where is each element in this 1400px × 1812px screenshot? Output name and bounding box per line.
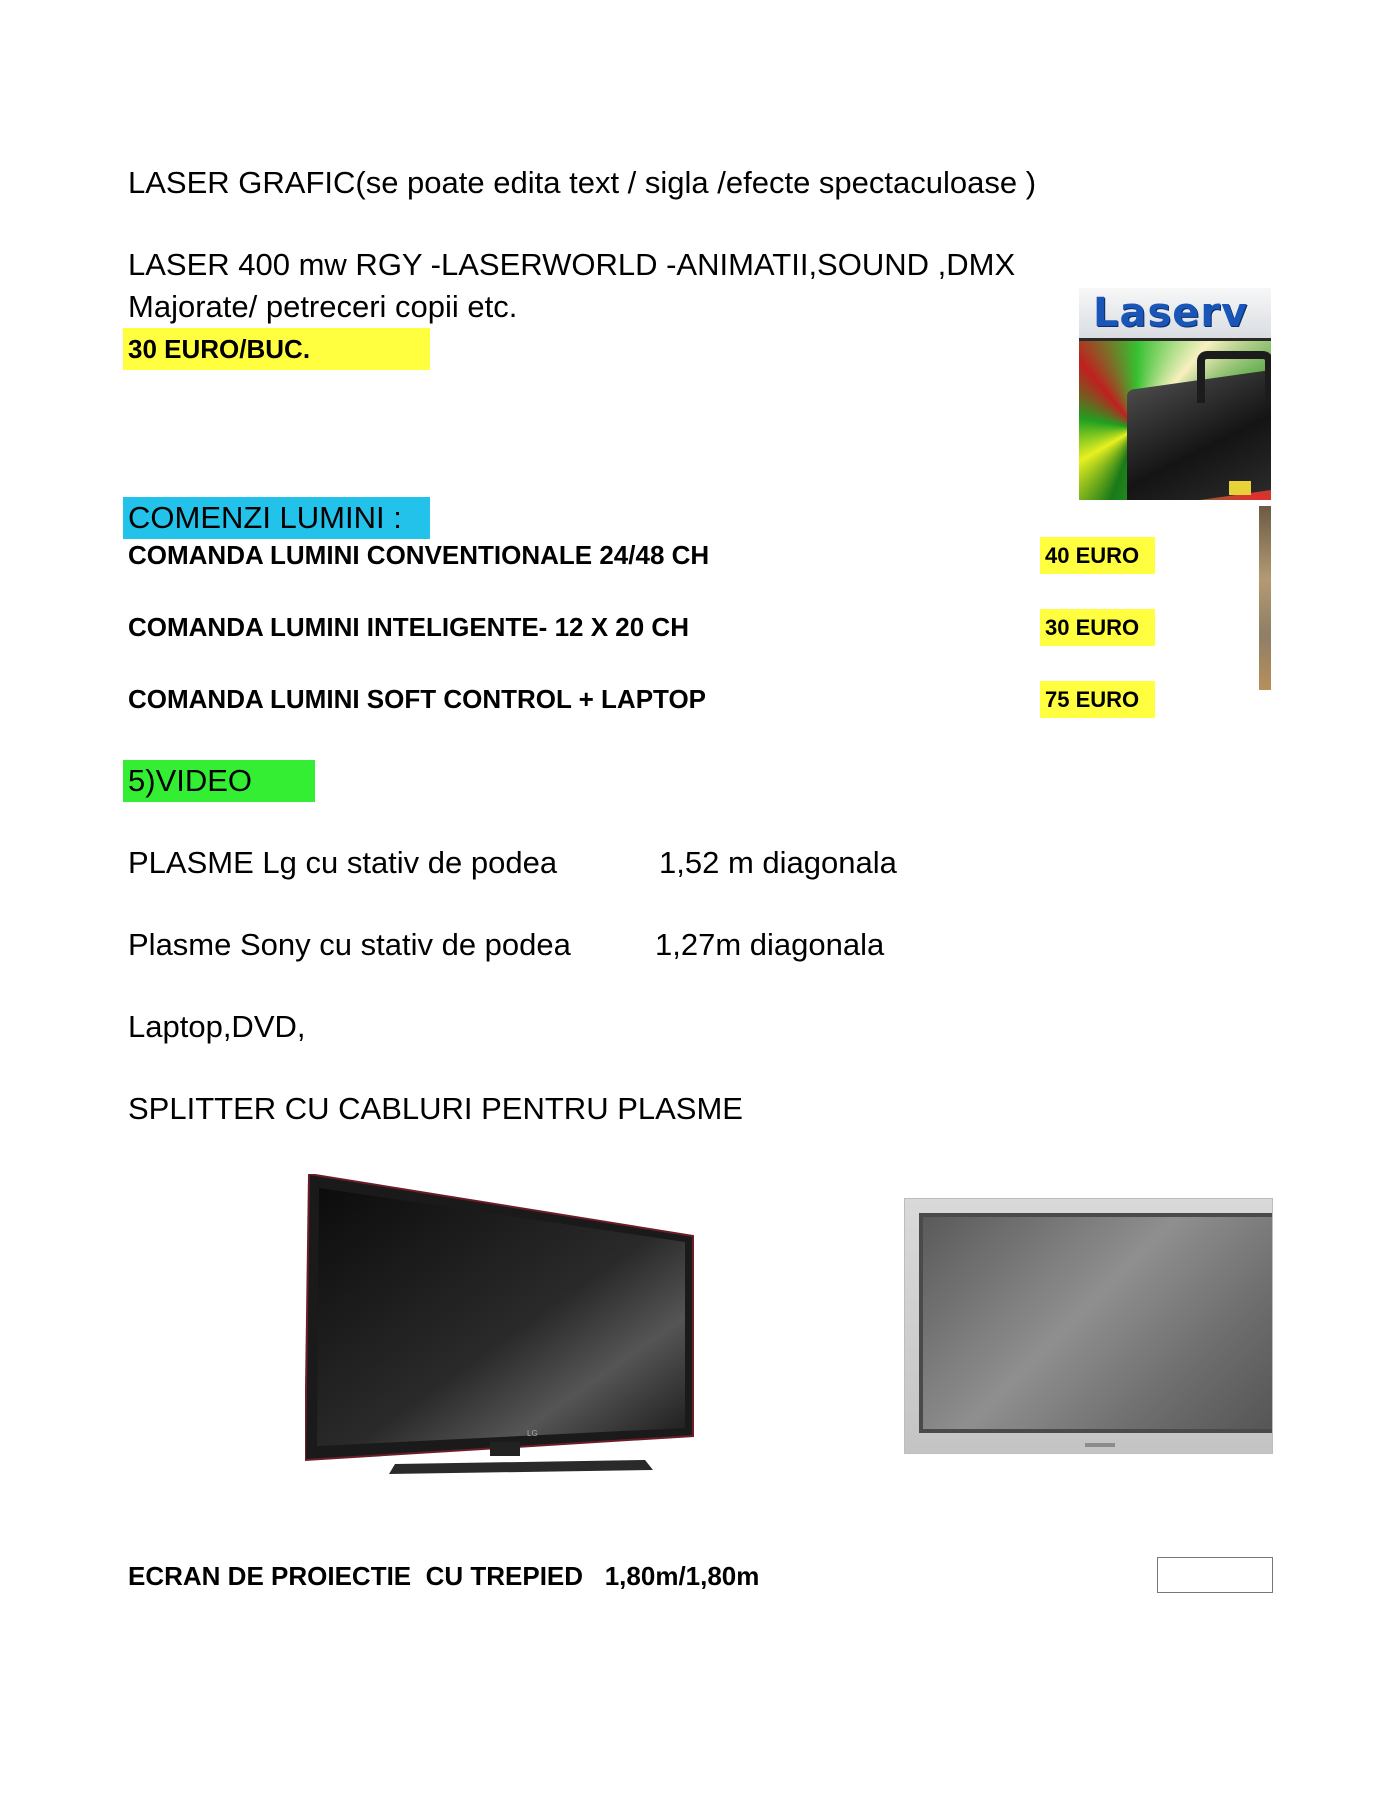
laser-description-line2: Majorate/ petreceri copii etc. xyxy=(128,289,518,324)
comanda-item-price: 30 EURO xyxy=(1045,615,1140,640)
plasma-sony-name: Plasme Sony cu stativ de podea xyxy=(128,927,571,962)
sony-logo xyxy=(1085,1443,1115,1447)
laser-heading: LASER GRAFIC(se poate edita text / sigla /efecte spectaculoase ) xyxy=(128,165,1037,200)
cropped-photo-strip xyxy=(1259,506,1271,690)
tv-stand xyxy=(389,1460,653,1474)
comanda-item-label: COMANDA LUMINI INTELIGENTE- 12 X 20 CH xyxy=(128,612,689,642)
laser-description-line1: LASER 400 mw RGY -LASERWORLD -ANIMATII,SOUND ,DMX xyxy=(128,247,1016,282)
empty-price-box xyxy=(1157,1557,1273,1593)
laserworld-logo xyxy=(1079,288,1271,341)
comanda-item-price: 40 EURO xyxy=(1045,543,1140,568)
splitter-text: SPLITTER CU CABLURI PENTRU PLASME xyxy=(128,1091,743,1126)
plasma-sony-size: 1,27m diagonala xyxy=(655,927,885,962)
comenzi-heading: COMENZI LUMINI : xyxy=(128,500,402,535)
lg-tv-image xyxy=(305,1174,697,1480)
video-heading: 5)VIDEO xyxy=(128,763,253,798)
laser-device-photo xyxy=(1079,341,1271,500)
comanda-item-label: COMANDA LUMINI CONVENTIONALE 24/48 CH xyxy=(128,540,710,570)
laser-warning-label xyxy=(1229,481,1251,495)
plasma-frame xyxy=(919,1213,1273,1433)
laserworld-product-image xyxy=(1079,288,1271,500)
plasma-screen xyxy=(923,1217,1273,1429)
laser-price: 30 EURO/BUC. xyxy=(128,334,311,364)
plasma-lg-size: 1,52 m diagonala xyxy=(659,845,897,880)
comanda-item-price: 75 EURO xyxy=(1045,687,1140,712)
laserworld-logo-text: Laserv xyxy=(1093,290,1249,336)
ecran-proiectie-label: ECRAN DE PROIECTIE CU TREPIED 1,80m/1,80m xyxy=(128,1561,760,1591)
tv-neck xyxy=(490,1442,520,1456)
laser-device-handle xyxy=(1197,351,1271,403)
plasma-lg-name: PLASME Lg cu stativ de podea xyxy=(128,845,558,880)
lg-logo: LG xyxy=(527,1429,538,1438)
laptop-dvd-text: Laptop,DVD, xyxy=(128,1009,306,1044)
sony-plasma-image xyxy=(904,1198,1273,1454)
comanda-item-label: COMANDA LUMINI SOFT CONTROL + LAPTOP xyxy=(128,684,707,714)
